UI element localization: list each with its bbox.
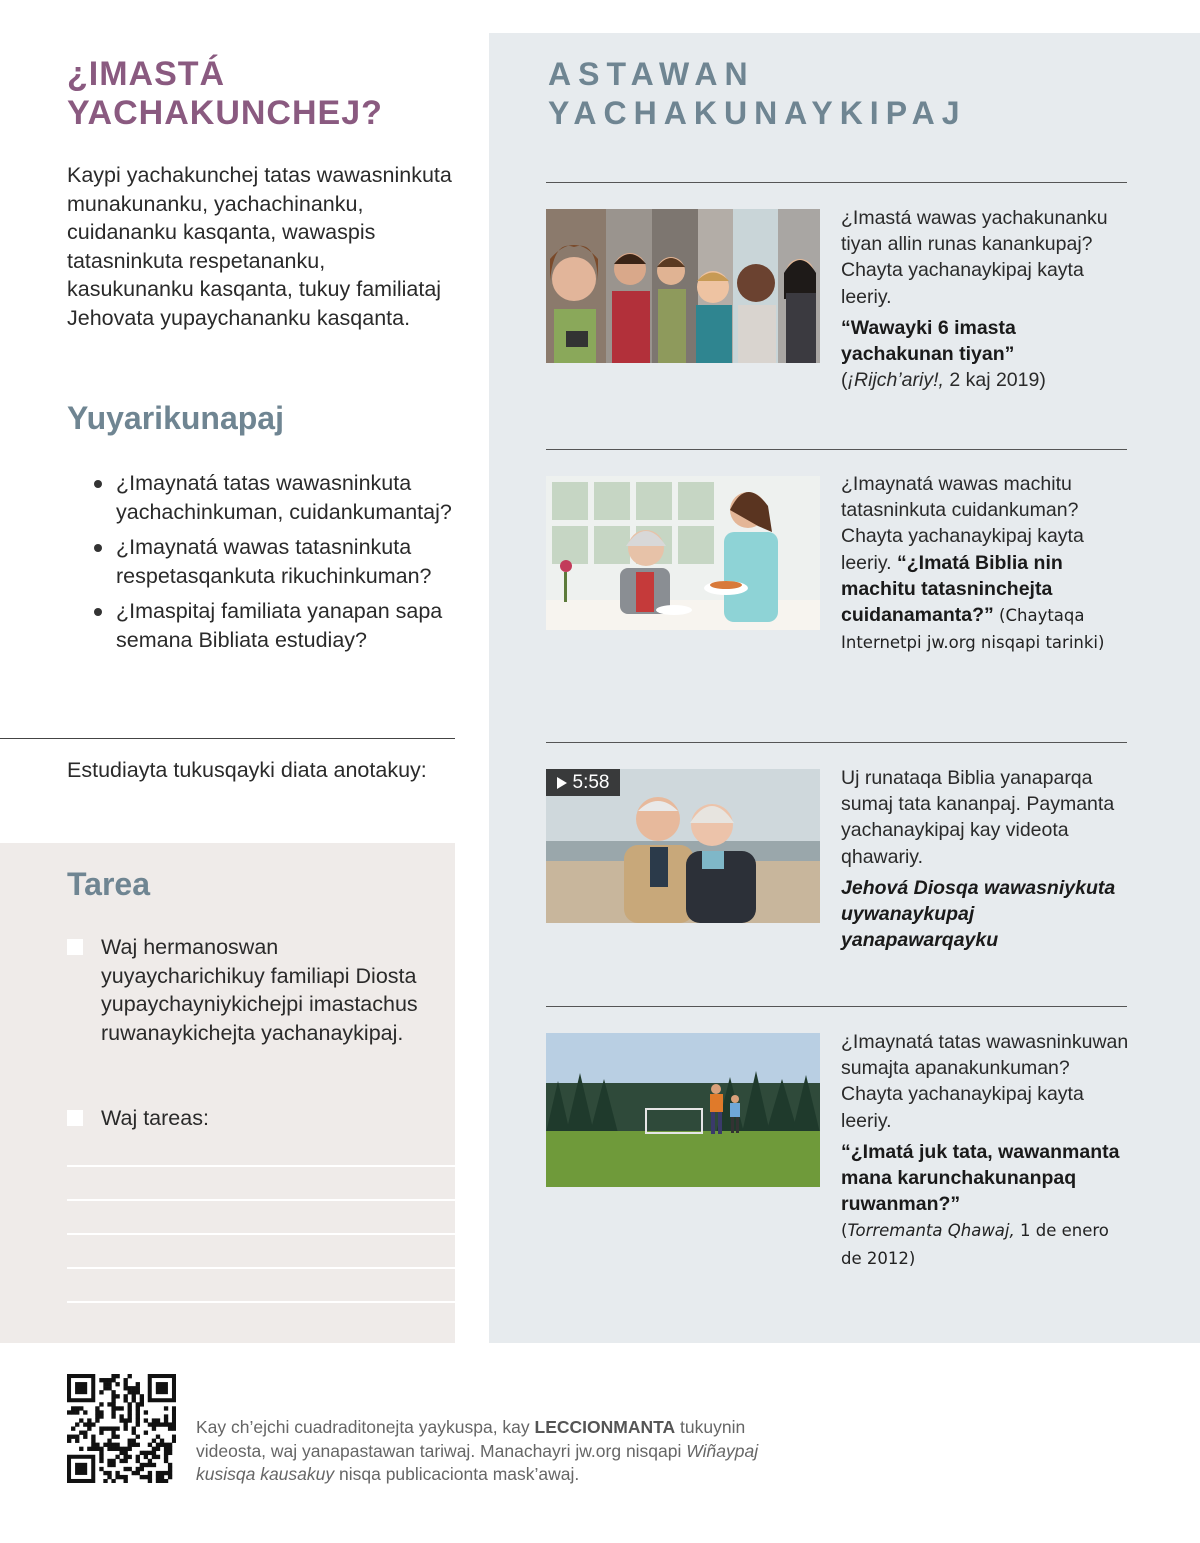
article-reference: (Chaytaqa Internetpi jw.org nisqapi tarinki): [841, 606, 1105, 653]
page-title: [67, 55, 383, 133]
writing-line[interactable]: [67, 1199, 455, 1201]
review-question: ¿Imaynatá tatas wawasninkuta yachachinkuman, cuidankumantaj?: [116, 471, 452, 524]
resource-card-4: [841, 1029, 1131, 1272]
book-title: Wiñaypaj kusisqa kausakuy: [196, 1440, 759, 1484]
task-text: Waj tareas:: [101, 1106, 209, 1130]
video-link[interactable]: Jehová Diosqa wawasniykuta uywanaykupaj yanapawarqayku: [841, 876, 1116, 952]
article-link[interactable]: “¿Imatá juk tata, wawanmanta mana karunchakunanpaq ruwanman?”: [841, 1140, 1120, 1216]
children-group-photo[interactable]: [546, 209, 820, 363]
bullet-icon: [94, 480, 102, 488]
divider: [546, 1006, 1127, 1007]
review-heading: Yuyarikunapaj: [67, 400, 284, 436]
card-description: Uj runataqa Biblia yanaparqa sumaj tata kananpaj. Paymanta yachanaykipaj kay videota qhawariy.: [841, 767, 1115, 868]
video-duration: 5:58: [572, 772, 610, 793]
task-item[interactable]: [67, 933, 447, 1047]
intro-paragraph: Kaypi yachakunchej tatas wawasninkuta munakunanku, yachachinanku, cuidananku kasqanta, wawaspis tatasninkuta respetananku, kasukunanku kasqanta, tukuy familiataj Jehovata yupaychananku kasqanta.: [67, 163, 452, 330]
writing-line[interactable]: [67, 1233, 455, 1235]
card-description: ¿Imaynatá wawas machitu tatasninkuta cuidankuman? Chayta yachanaykipaj kayta leeriy.: [841, 473, 1084, 574]
lesson-word: LECCIONMANTA: [534, 1417, 676, 1437]
writing-line[interactable]: [67, 1301, 455, 1303]
review-list: [90, 469, 460, 662]
qr-code-icon[interactable]: [67, 1374, 176, 1483]
list-item: [90, 597, 460, 654]
writing-line[interactable]: [67, 1165, 455, 1167]
footer-note: Kay ch’ejchi cuadraditonejta yaykuspa, kay LECCIONMANTA tukuynin videosta, waj yanapastawan tariwaj. Manachayri jw.org nisqapi Wiñaypaj kusisqa kausakuy nisqa publicacionta mask’awaj.: [196, 1417, 759, 1484]
magazine-title: ¡Rijch’ariy!,: [847, 369, 944, 392]
resource-card-1: [841, 205, 1131, 393]
checkbox-icon[interactable]: [67, 1110, 83, 1126]
checkbox-icon[interactable]: [67, 939, 83, 955]
list-item: [90, 469, 460, 526]
divider: [546, 742, 1127, 743]
task-heading: Tarea: [67, 866, 151, 902]
writing-line[interactable]: [67, 1267, 455, 1269]
divider: [0, 738, 455, 739]
resource-card-2: [841, 471, 1131, 656]
page-title-line1: ¿IMASTÁ: [67, 55, 226, 93]
task-item[interactable]: [67, 1104, 447, 1133]
review-question: ¿Imaynatá wawas tatasninkuta respetasqankuta rikuchinkuman?: [116, 535, 432, 588]
resource-card-3: [841, 765, 1131, 953]
article-link[interactable]: “¿Imatá Biblia nin machitu tatasninchejta cuidanamanta?”: [841, 551, 1063, 627]
article-reference: (¡Rijch’ariy!, 2 kaj 2019): [841, 369, 1046, 392]
more-info-title-line1: ASTAWAN: [548, 56, 755, 92]
task-text: Waj hermanoswan yuyaycharichikuy familiapi Diosta yupaychayniykichejpi imastachus ruwanaykichejta yachanaykipaj.: [101, 935, 418, 1045]
article-link[interactable]: “Wawayki 6 imasta yachakunan tiyan”: [841, 316, 1016, 366]
study-date-note: Estudiayta tukusqayki diata anotakuy:: [67, 758, 427, 782]
magazine-title: Torremanta Qhawaj,: [847, 1221, 1015, 1241]
play-icon[interactable]: [557, 777, 567, 789]
divider: [546, 449, 1127, 450]
elderly-couple-video-thumbnail[interactable]: [546, 769, 820, 923]
more-info-title: [548, 55, 967, 133]
father-son-soccer-field-photo[interactable]: [546, 1033, 820, 1187]
article-reference: (Torremanta Qhawaj, 1 de enero de 2012): [841, 1221, 1109, 1268]
list-item: [90, 533, 460, 590]
card-description: ¿Imaynatá tatas wawasninkuwan sumajta apanakunkuman? Chayta yachanaykipaj kayta leeriy.: [841, 1031, 1129, 1132]
more-info-title-line2: YACHAKUNAYKIPAJ: [548, 95, 967, 131]
bullet-icon: [94, 544, 102, 552]
video-duration-badge[interactable]: [546, 769, 620, 796]
divider: [546, 182, 1127, 183]
bullet-icon: [94, 608, 102, 616]
caregiver-serving-elderly-photo[interactable]: [546, 476, 820, 630]
page-title-line2: YACHAKUNCHEJ?: [67, 94, 383, 132]
review-question: ¿Imaspitaj familiata yanapan sapa semana Bibliata estudiay?: [116, 599, 443, 652]
card-description: ¿Imastá wawas yachakunanku tiyan allin runas kanankupaj? Chayta yachanaykipaj kayta leeriy.: [841, 207, 1108, 308]
